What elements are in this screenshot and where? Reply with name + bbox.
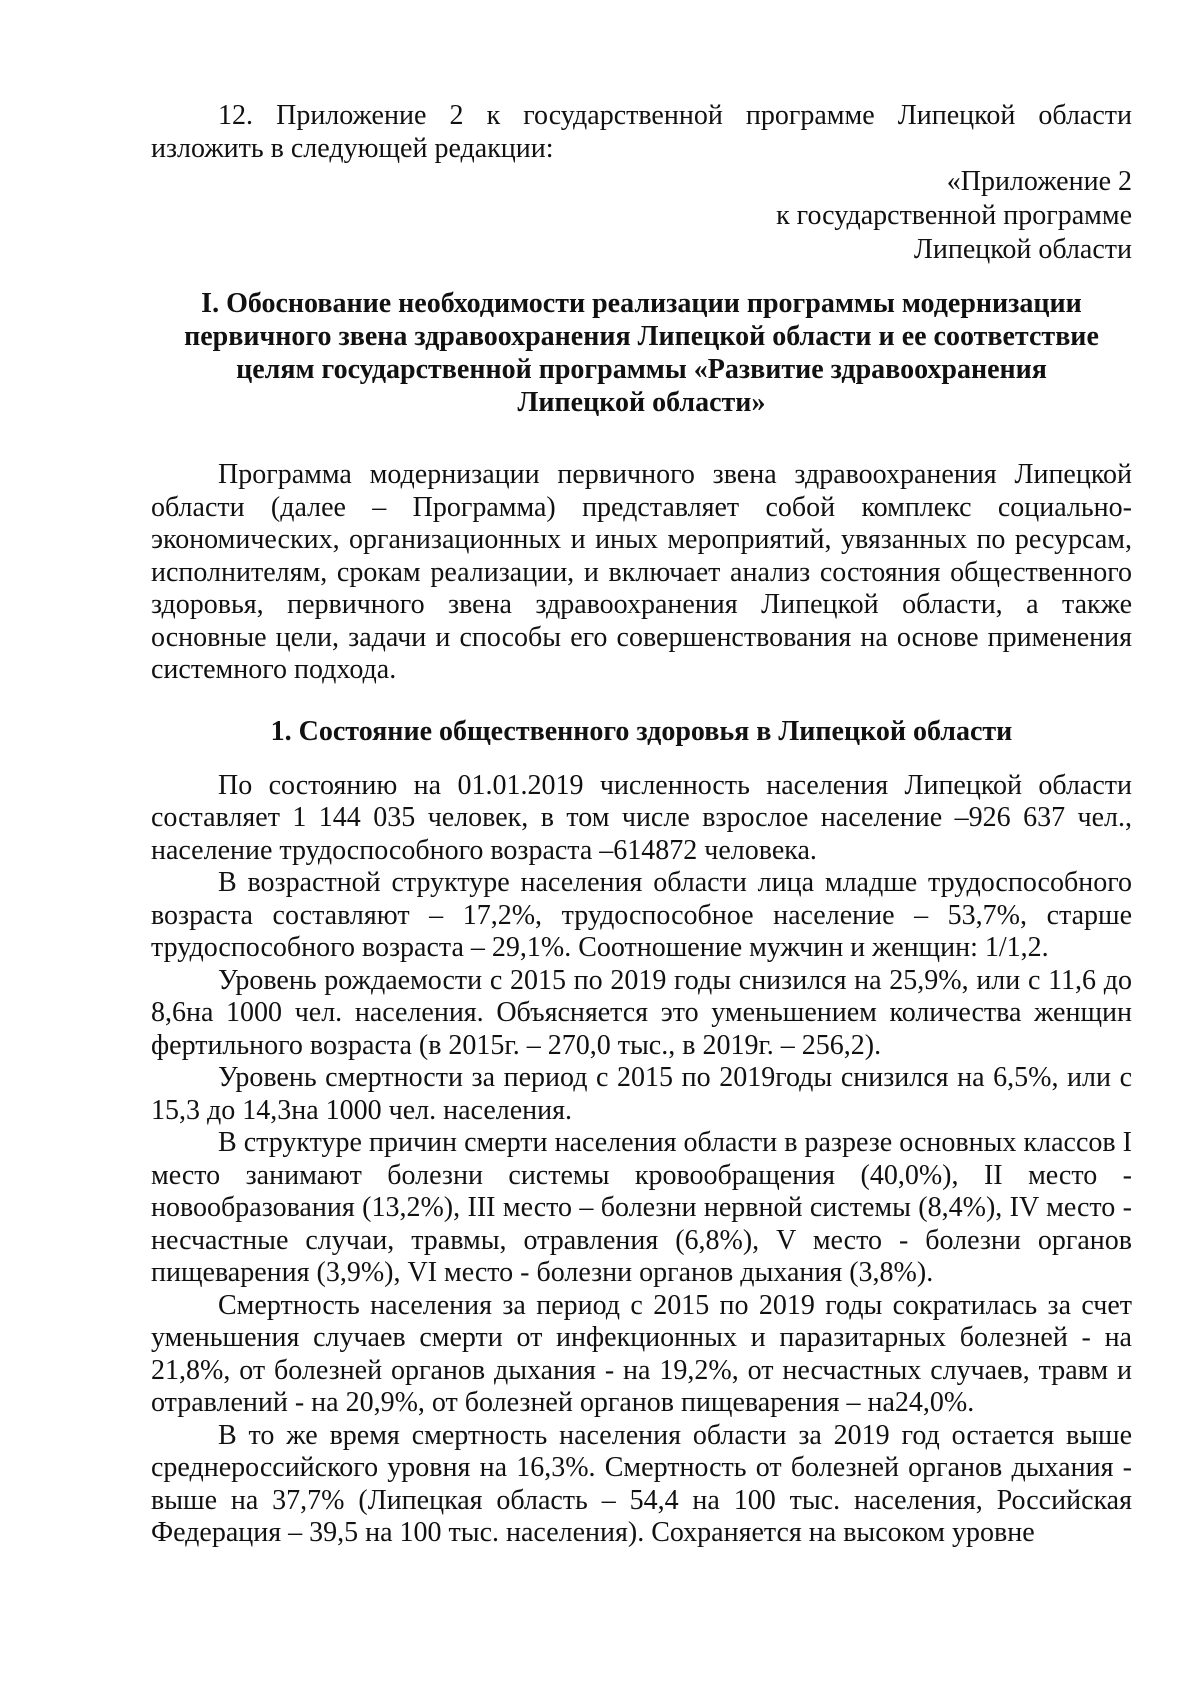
appendix-ref-line-1: «Приложение 2 [946,166,1132,197]
body-paragraph-4: Уровень смертности за период с 2015 по 2019годы снизился на 6,5%, или с 15,3 до 14,3на 1000 чел. населения. [151,1062,1132,1126]
section-heading-line-1: I. Обоснование необходимости реализации программы модернизации [201,288,1082,319]
section-heading-line-4: Липецкой области» [517,387,766,418]
body-paragraph-1: По состоянию на 01.01.2019 численность населения Липецкой области составляет 1 144 035 человек, в том числе взрослое население –926 637 чел., население трудоспособного возраста –614872 человека. [151,769,1132,866]
body-paragraph-5: В структуре причин смерти населения области в разрезе основных классов I место занимают болезни системы кровообращения (40,0%), II место - новообразования (13,2%), III место – болезни нервной системы (8,4%), IV место - несчастные случаи, травмы, отравления (6,8%), V место - болезни органов пищеварения (3,9%), VI место - болезни органов дыхания (3,8%). [151,1127,1132,1288]
appendix-reference [151,165,1132,267]
body-paragraph-3: Уровень рождаемости с 2015 по 2019 годы снизился на 25,9%, или с 11,6 до 8,6на 1000 чел. населения. Объясняется это уменьшением количества женщин фертильного возраста (в 2015г. – 270,0 тыс., в 2019г. – 256,2). [151,964,1132,1061]
subsection-heading: 1. Состояние общественного здоровья в Липецкой области [270,715,1013,747]
section-heading-line-3: целям государственной программы «Развитие здравоохранения [236,354,1047,385]
section-heading [151,287,1132,419]
program-paragraph: Программа модернизации первичного звена здравоохранения Липецкой области (далее – Программа) представляет собой комплекс социально-экономических, организационных и иных мероприятий, увязанных по ресурсам, исполнителям, срокам реализации, и включает анализ состояния общественного здоровья, первичного звена здравоохранения Липецкой области, а также основные цели, задачи и способы его совершенствования на основе применения системного подхода. [151,459,1132,685]
body-paragraph-6: Смертность населения за период с 2015 по 2019 годы сократилась за счет уменьшения случаев смерти от инфекционных и паразитарных болезней - на 21,8%, от болезней органов дыхания - на 19,2%, от несчастных случаев, травм и отравлений - на 20,9%, от болезней органов пищеварения – на24,0%. [151,1289,1132,1418]
body-paragraph-2: В возрастной структуре населения области лица младше трудоспособного возраста составляют – 17,2%, трудоспособное население – 53,7%, старше трудоспособного возраста – 29,1%. Соотношение мужчин и женщин: 1/1,2. [151,867,1132,963]
section-heading-line-2: первичного звена здравоохранения Липецкой области и ее соответствие [184,321,1099,352]
document-page [151,100,1132,1550]
body-paragraph-7: В то же время смертность населения области за 2019 год остается выше среднероссийского уровня на 16,3%. Смертность от болезней органов дыхания - выше на 37,7% (Липецкая область – 54,4 на 100 тыс. населения, Российская Федерация – 39,5 на 100 тыс. населения). Сохраняется на высоком уровне [151,1419,1132,1548]
intro-paragraph: 12. Приложение 2 к государственной программе Липецкой области изложить в следующей редакции: [151,100,1132,164]
appendix-ref-line-3: Липецкой области [913,234,1132,265]
appendix-ref-line-2: к государственной программе [776,200,1132,231]
